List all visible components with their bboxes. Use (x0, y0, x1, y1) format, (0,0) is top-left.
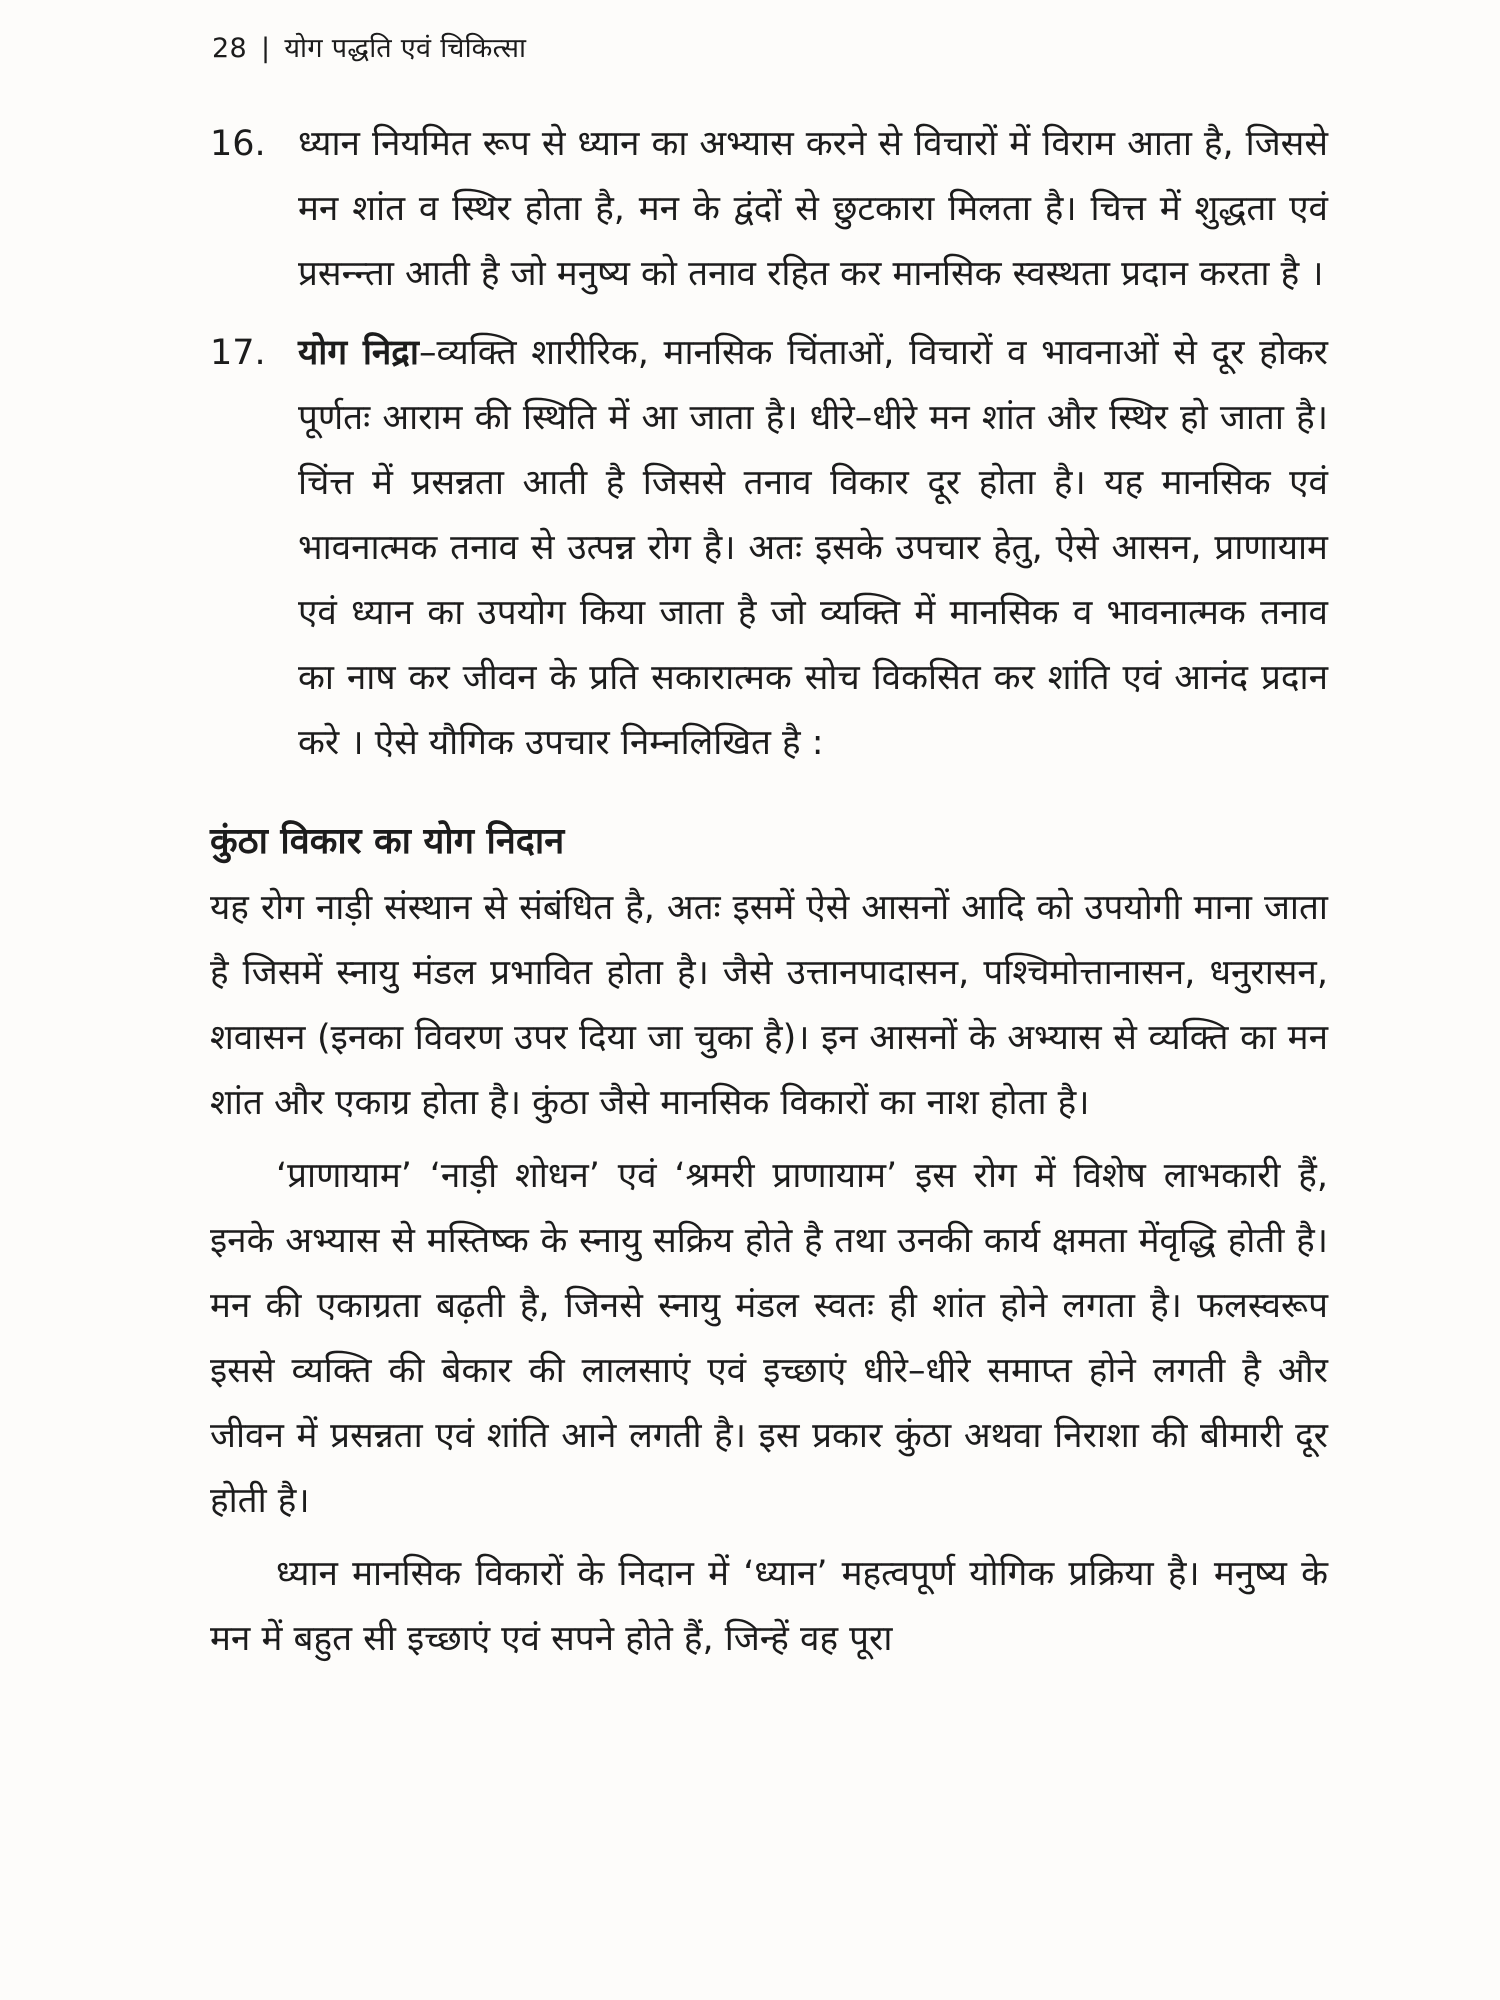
page-content (210, 112, 1328, 1680)
page-number: 28 (212, 33, 247, 64)
paragraph-1: यह रोग नाड़ी संस्थान से संबंधित है, अतः इसमें ऐसे आसनों आदि को उपयोगी माना जाता है जिसमें स्नायु मंडल प्रभावित होता है। जैसे उत्तानपादासन, पश्चिमोत्तानासन, धनुरासन, शवासन (इनका विवरण उपर दिया जा चुका है)। इन आसनों के अभ्यास से व्यक्ति का मन शांत और एकाग्र होता है। कुंठा जैसे मानसिक विकारों का नाश होता है। (210, 888, 1328, 1123)
item-number: 16. (210, 124, 266, 164)
running-header (212, 28, 526, 65)
list-item-16 (210, 112, 1328, 307)
item-text: –व्यक्ति शारीरिक, मानसिक चिंताओं, विचारों व भावनाओं से दूर होकर पूर्णतः आराम की स्थिति में आ जाता है। धीरे–धीरे मन शांत और स्थिर हो जाता है। चिंत्त में प्रसन्नता आती है जिससे तनाव विकार दूर होता है। यह मानसिक एवं भावनात्मक तनाव से उत्पन्न रोग है। अतः इसके उपचार हेतु, ऐसे आसन, प्राणायाम एवं ध्यान का उपयोग किया जाता है जो व्यक्ति में मानसिक व भावनात्मक तनाव का नाष कर जीवन के प्रति सकारात्मक सोच विकसित कर शांति एवं आनंद प्रदान करे । ऐसे यौगिक उपचार निम्नलिखित है : (298, 333, 1328, 763)
item-number: 17. (210, 333, 266, 373)
book-title: योग पद्धति एवं चिकित्सा (284, 33, 527, 64)
paragraph-2: ‘प्राणायाम’ ‘नाड़ी शोधन’ एवं ‘श्रमरी प्राणायाम’ इस रोग में विशेष लाभकारी हैं, इनके अभ्यास से मस्तिष्क के स्नायु सक्रिय होते है तथा उनकी कार्य क्षमता मेंवृद्धि होती है। मन की एकाग्रता बढ़ती है, जिनसे स्नायु मंडल स्वतः ही शांत होने लगता है। फलस्वरूप इससे व्यक्ति की बेकार की लालसाएं एवं इच्छाएं धीरे–धीरे समाप्त होने लगती है और जीवन में प्रसन्नता एवं शांति आने लगती है। इस प्रकार कुंठा अथवा निराशा की बीमारी दूर होती है। (210, 1156, 1328, 1521)
paragraph-3: ध्यान मानसिक विकारों के निदान में ‘ध्यान’ महत्वपूर्ण योगिक प्रक्रिया है। मनुष्य के मन में बहुत सी इच्छाएं एवं सपने होते हैं, जिन्हें वह पूरा (210, 1554, 1328, 1659)
section-heading: कुंठा विकार का योग निदान (210, 821, 565, 862)
list-item-17 (210, 321, 1328, 776)
item-term: योग निद्रा (298, 333, 419, 373)
item-text: ध्यान नियमित रूप से ध्यान का अभ्यास करने से विचारों में विराम आता है, जिससे मन शांत व स्थिर होता है, मन के द्वंदों से छुटकारा मिलता है। चित्त में शुद्धता एवं प्रसन्न्ता आती है जो मनुष्य को तनाव रहित कर मानसिक स्वस्थता प्रदान करता है । (298, 124, 1328, 294)
header-separator: | (260, 33, 271, 64)
